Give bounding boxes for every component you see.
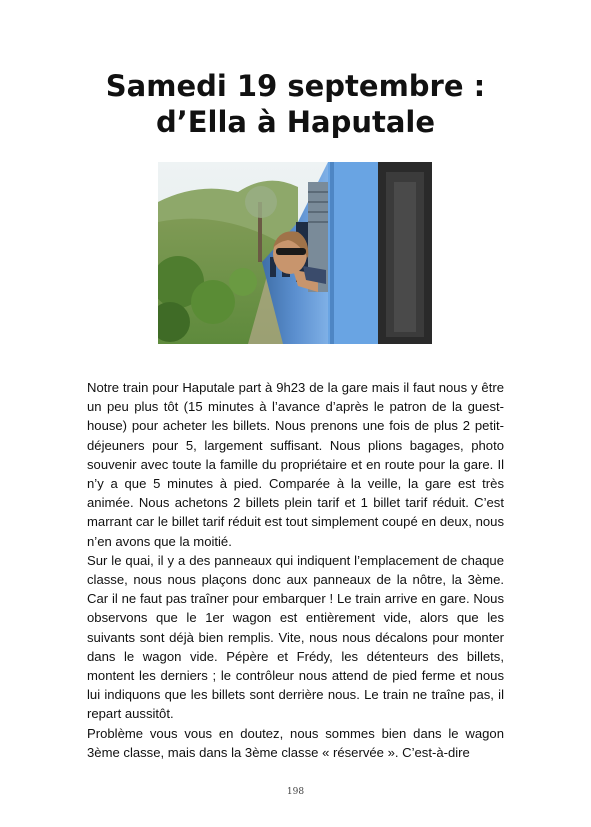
title-line-1: Samedi 19 septembre : xyxy=(105,69,486,103)
page-title xyxy=(0,68,591,140)
title-line-2: d’Ella à Haputale xyxy=(155,105,436,139)
photo-illustration xyxy=(158,162,432,344)
paragraph-3: Problème vous vous en doutez, nous sommes bien dans le wagon 3ème classe, mais dans la 3ème classe « réservée ». C’est-à-dire xyxy=(87,725,504,760)
page-number: 198 xyxy=(286,787,305,797)
body-text xyxy=(87,378,504,762)
train-window-photo xyxy=(158,162,432,344)
paragraph-2: Sur le quai, il y a des panneaux qui indiquent l’emplacement de chaque classe, nous nous plaçons donc aux panneaux de la nôtre, la 3ème. Car il ne faut pas traîner pour embarquer ! Le train arrive en gare. Nous observons que le 1er wagon est entièrement vide, alors que les suivants sont déjà bien remplis. Vite, nous nous décalons pour monter dans le wagon vide. Pépère et Frédy, les détenteurs des billets, montent les derniers ; le contrôleur nous attend de pied ferme et nous lui indiquons que les billets sont derrière nous. Le train ne traîne pas, il repart aussitôt. xyxy=(87,552,504,722)
paragraph-1: Notre train pour Haputale part à 9h23 de la gare mais il faut nous y être un peu plus tôt (15 minutes à l’avance d’après le patron de la guest-house) pour acheter les billets. Nous prenons une fois de plus 2 petit-déjeuners pour 5, largement suffisant. Nous plions bagages, photo souvenir avec toute la famille du propriétaire et en route pour la gare. Il n’y a que 5 minutes à pied. Comparée à la veille, la gare est très animée. Nous achetons 2 billets plein tarif et 1 billet tarif réduit. C’est marrant car le billet tarif réduit est tout simplement coupé en deux, nous n’en avons que la moitié. xyxy=(87,380,504,549)
